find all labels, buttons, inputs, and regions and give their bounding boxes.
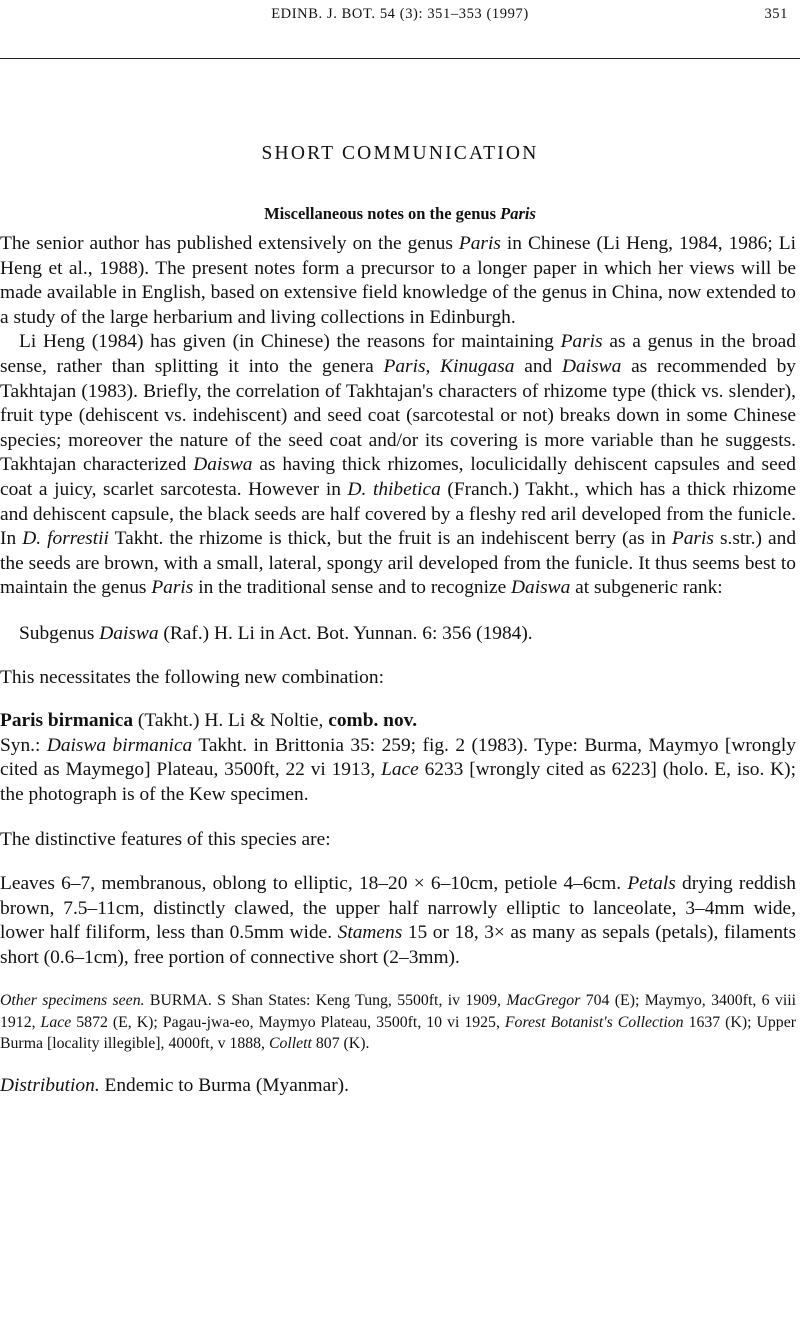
text-run: Endemic to Burma (Myanmar).: [99, 1074, 349, 1096]
text-run: as recommended by Takhtajan (1983). Briefly, the correlation of Takhtajan's characters of rhizome type (thick vs. slender), fruit type (dehiscent vs. indehiscent) and seed coat (sarcotestal or not) breaks down in some Chinese species; moreover the nature of the seed coat and/or its covering is more variable than he suggests. Takhtajan characterized: [0, 355, 796, 476]
specimens-paragraph: [0, 990, 796, 1055]
italic-run: Distribution.: [0, 1074, 100, 1096]
synonymy-paragraph: [0, 734, 796, 808]
text-run: The senior author has published extensively on the genus: [0, 233, 459, 254]
text-run: 15 or 18, 3× as many as sepals (petals), filaments short (0.6–1cm), free portion of connective short (2–3mm).: [0, 922, 796, 968]
italic-run: Other specimens seen.: [0, 992, 145, 1010]
italic-run: Paris: [671, 528, 714, 550]
features-intro: The distinctive features of this species are:: [0, 829, 331, 851]
species-name: Paris birmanica: [0, 710, 134, 732]
text-run: ,: [425, 355, 441, 377]
italic-run: MacGregor: [506, 992, 581, 1010]
header-rule: [0, 58, 800, 59]
text-run: (Franch.) Takht., which has a thick rhizome and dehiscent capsule, the black seeds are half covered by a fleshy red aril developed from the funicle. In: [0, 478, 796, 550]
italic-run: Daiswa: [562, 355, 622, 377]
text-run: in the traditional sense and to recognize: [193, 577, 512, 599]
paragraph-intro: [0, 232, 796, 330]
italic-run: D. forrestii: [22, 528, 109, 550]
text-run: as having thick rhizomes, loculicidally dehiscent capsules and seed coat a juicy, scarlet sarcotesta. However in: [0, 454, 797, 500]
text-run: Li Heng (1984) has given (in Chinese) the reasons for maintaining: [19, 331, 561, 353]
italic-run: Daiswa: [511, 577, 571, 599]
text-run: 6233 [wrongly cited as 6223] (holo. E, iso. K); the photograph is of the Kew specimen.: [0, 759, 796, 805]
text-run: Subgenus: [19, 622, 100, 644]
text-run: (Raf.) H. Li in Act. Bot. Yunnan. 6: 356 (1984).: [158, 622, 533, 644]
text-run: BURMA. S Shan States: Keng Tung, 5500ft, iv 1909,: [144, 992, 507, 1010]
italic-run: Paris: [151, 577, 194, 599]
text-run: Leaves 6–7, membranous, oblong to elliptic, 18–20 × 6–10cm, petiole 4–6cm.: [0, 873, 628, 895]
species-authors: (Takht.) H. Li & Noltie,: [133, 710, 329, 732]
running-header: [0, 6, 800, 28]
article-title-genus: Paris: [500, 204, 536, 223]
section-title: SHORT COMMUNICATION: [261, 143, 539, 164]
text-run: 704 (E); Maymyo, 3400ft, 6 viii 1912,: [0, 992, 796, 1031]
italic-run: Paris: [458, 233, 501, 254]
text-run: in Chinese (Li Heng, 1984, 1986; Li Heng et al., 1988). The present notes form a precursor to a longer paper in which her views will be made available in English, based on extensive field knowledge of the genus in China, now extended to a study of the large herbarium and living collections in Edinburgh.: [0, 233, 796, 328]
italic-run: Lace: [40, 1013, 72, 1031]
nomenclatural-status: comb. nov.: [328, 710, 418, 732]
text-run: Takht. the rhizome is thick, but the fruit is an indehiscent berry (as in: [108, 528, 672, 550]
text-run: 1637 (K); Upper Burma [locality illegible], 4000ft, v 1888,: [0, 1013, 796, 1053]
text-run: as a genus in the broad sense, rather than splitting it into the genera: [0, 331, 796, 377]
article-title-text: Miscellaneous notes on the genus: [264, 204, 501, 223]
italic-run: Lace: [381, 759, 419, 781]
journal-citation: EDINB. J. BOT. 54 (3): 351–353 (1997): [271, 6, 529, 22]
italic-run: Paris: [560, 331, 603, 353]
text-run: s.str.) and the seeds are brown, with a small, lateral, spongy aril developed from the funicle. It thus seems best to maintain the genus: [0, 528, 797, 599]
text-run: at subgeneric rank:: [570, 577, 723, 599]
page-number: 351: [764, 6, 788, 22]
subgenus-citation: [0, 622, 796, 647]
text-run: drying reddish brown, 7.5–11cm, distinctly clawed, the upper half narrowly elliptic to lanceolate, 3–4mm wide, lower half filiform, less than 0.5mm wide.: [0, 873, 796, 944]
italic-run: Collett: [268, 1035, 312, 1053]
italic-run: D. thibetica: [347, 478, 441, 500]
combination-intro: This necessitates the following new combination:: [0, 666, 384, 688]
italic-run: Kinugasa: [440, 355, 515, 377]
paragraph-classification: [0, 330, 796, 601]
new-combination-heading: [0, 709, 796, 734]
description-paragraph: [0, 872, 796, 970]
italic-run: Petals: [627, 873, 676, 895]
distribution-paragraph: [0, 1074, 796, 1099]
italic-run: Daiswa birmanica: [46, 734, 193, 756]
italic-run: Paris: [383, 355, 426, 377]
text-run: 5872 (E, K); Pagau-jwa-eo, Maymyo Plateau, 3500ft, 10 vi 1925,: [71, 1013, 505, 1031]
italic-run: Daiswa: [193, 454, 253, 476]
text-run: 807 (K).: [311, 1035, 370, 1053]
text-run: Syn.:: [0, 734, 47, 756]
article-title: [0, 204, 800, 224]
italic-run: Daiswa: [99, 622, 159, 644]
italic-run: Stamens: [337, 922, 403, 944]
article-body: [0, 232, 796, 1099]
text-run: Takht. in Brittonia 35: 259; fig. 2 (1983). Type: Burma, Maymyo [wrongly cited as Maymego] Plateau, 3500ft, 22 vi 1913,: [0, 734, 796, 781]
italic-run: Forest Botanist's Collection: [504, 1013, 684, 1031]
text-run: and: [514, 355, 563, 377]
